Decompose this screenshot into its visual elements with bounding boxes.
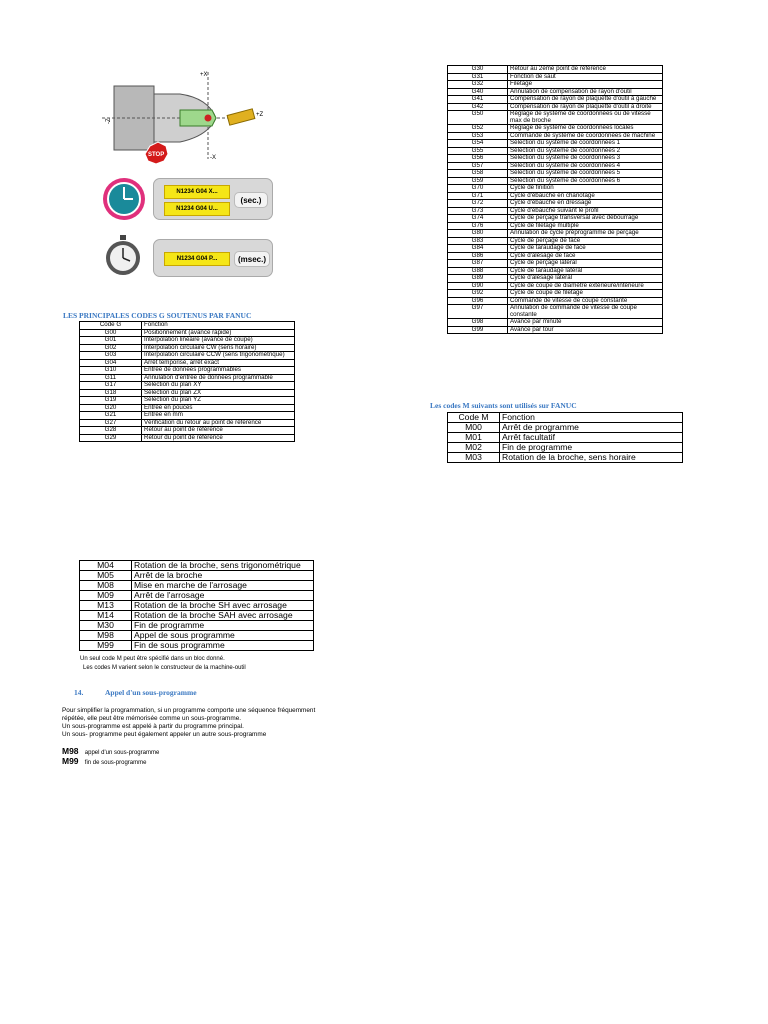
code-cell: G83 [448,237,508,245]
function-cell: Cycle de perçage de face [508,237,663,245]
table-row [448,319,663,327]
function-cell: Interpolation circulaire CW (sens horaire) [142,344,295,352]
code-cell: G30 [448,66,508,74]
function-cell: Commande de vitesse de coupe constante [508,297,663,305]
table-header-row [80,322,295,330]
code-cell: G27 [80,419,142,427]
function-cell: Compensation de rayon de plaquette d'outil à droite [508,103,663,111]
code-cell: G10 [80,367,142,375]
function-cell: Compensation de rayon de plaquette d'outil à gauche [508,96,663,104]
code-cell: G58 [448,170,508,178]
axis-mx-label: -X [210,155,216,161]
code-cell: G31 [448,73,508,81]
code-cell: M08 [80,581,132,591]
paragraph-line-3: Un sous-programme est appelé à partir du programme principal. [62,723,244,730]
function-cell: Fonction de saut [508,73,663,81]
code-cell: G86 [448,252,508,260]
code-cell: G99 [448,326,508,334]
table-row [80,382,295,390]
function-cell: Cycle d'alésage latéral [508,275,663,283]
table-row [80,412,295,420]
axis-pz-label: +Z [256,112,264,118]
code-cell: G89 [448,275,508,283]
code-cell: M04 [80,561,132,571]
m-codes-heading: Les codes M suivants sont utilisés sur FANUC [430,401,577,410]
paragraph-line-1: Pour simplifier la programmation, si un programme comporte une séquence fréquemment [62,707,316,714]
header-code: Code G [80,322,142,330]
axis-px-label: +X [200,72,208,78]
code-box-p: N1234 G04 P... [164,252,230,266]
section-title: Appel d'un sous-programme [105,688,197,697]
function-cell: Sélection du système de coordonnées 4 [508,162,663,170]
table-row [448,81,663,89]
paragraph-line-4: Un sous- programme peut également appeler un autre sous-programme [62,731,267,738]
m98-code: M98 [62,746,79,756]
code-cell: G96 [448,297,508,305]
function-cell: Sélection du système de coordonnées 1 [508,140,663,148]
function-cell: Fin de sous programme [132,641,314,651]
function-cell: Avance par minute [508,319,663,327]
code-cell: G02 [80,344,142,352]
code-cell: G92 [448,290,508,298]
g-codes-table-left [79,321,295,442]
table-row [80,631,314,641]
code-cell: G53 [448,132,508,140]
code-cell: G74 [448,215,508,223]
code-cell: G40 [448,88,508,96]
function-cell: Mise en marche de l'arrosage [132,581,314,591]
code-cell: G72 [448,200,508,208]
table-row [80,601,314,611]
function-cell: Annulation de cycle préprogramme de perçage [508,230,663,238]
table-row [448,326,663,334]
code-cell: G52 [448,125,508,133]
code-cell: G19 [80,397,142,405]
table-header-row [448,413,683,423]
code-cell: M14 [80,611,132,621]
function-cell: Commande de système de coordonnées de machine [508,132,663,140]
code-cell: G59 [448,177,508,185]
code-cell: M13 [80,601,132,611]
table-row [448,96,663,104]
table-row [80,621,314,631]
function-cell: Rotation de la broche SH avec arrosage [132,601,314,611]
table-row [448,200,663,208]
function-cell: Rotation de la broche, sens horaire [500,453,683,463]
table-row [448,290,663,298]
table-row [448,443,683,453]
axis-mz-label: -Z [106,118,112,124]
function-cell: Cycle de taraudage latéral [508,267,663,275]
code-cell: G54 [448,140,508,148]
table-row [448,453,683,463]
function-cell: Cycle d'ébauche en chariotage [508,192,663,200]
function-cell: Appel de sous programme [132,631,314,641]
table-row [448,305,663,319]
table-row [80,352,295,360]
table-row [448,275,663,283]
code-box-x: N1234 G04 X... [164,185,230,199]
function-cell: Annulation de compensation de rayon d'outil [508,88,663,96]
table-row [448,230,663,238]
g-codes-table-right [447,65,663,334]
function-cell: Sélection du système de coordonnées 3 [508,155,663,163]
code-cell: G73 [448,207,508,215]
function-cell: Cycle de finition [508,185,663,193]
code-cell: G03 [80,352,142,360]
section-paragraph [62,707,362,739]
function-cell: Filetage [508,81,663,89]
function-cell: Retour au point de référence [142,427,295,435]
function-cell: Annulation de commande de vitesse de coupe constante [508,305,663,319]
function-cell: Cycle d'ébauche en dressage [508,200,663,208]
code-cell: M01 [448,433,500,443]
function-cell: Rotation de la broche SAH avec arrosage [132,611,314,621]
dwell-seconds-panel [153,178,273,220]
function-cell: Cycle de filetage multiple [508,222,663,230]
paragraph-line-2: répétée, elle peut être mémorisée comme un sous-programme. [62,715,242,722]
function-cell: Cycle d'alésage de face [508,252,663,260]
table-row [448,125,663,133]
code-cell: G71 [448,192,508,200]
code-cell: G84 [448,245,508,253]
function-cell: Interpolation linéaire (avance de coupe) [142,337,295,345]
code-cell: M98 [80,631,132,641]
note-single-m-code: Un seul code M peut être spécifié dans un bloc donné. [80,656,225,662]
code-cell: G56 [448,155,508,163]
table-row [448,260,663,268]
table-row [448,66,663,74]
code-cell: G32 [448,81,508,89]
code-cell: G90 [448,282,508,290]
function-cell: Fin de programme [132,621,314,631]
table-row [80,427,295,435]
header-code: Code M [448,413,500,423]
code-cell: G80 [448,230,508,238]
code-cell: G17 [80,382,142,390]
code-cell: M02 [448,443,500,453]
m98-line [62,746,159,756]
function-cell: Sélection du système de coordonnées 5 [508,170,663,178]
code-cell: G88 [448,267,508,275]
code-cell: G28 [80,427,142,435]
clock-icon [102,177,146,221]
m98-description: appel d'un sous-programme [84,750,160,756]
function-cell: Cycle de perçage transversal avec débourrage [508,215,663,223]
table-row [448,423,683,433]
code-cell: M03 [448,453,500,463]
table-row [80,571,314,581]
function-cell: Arrêt de l'arrosage [132,591,314,601]
table-row [80,397,295,405]
code-cell: G55 [448,147,508,155]
code-cell: G57 [448,162,508,170]
table-row [448,245,663,253]
function-cell: Vérification du retour au point de référence [142,419,295,427]
unit-msec: (msec.) [234,251,270,267]
section-number: 14. [74,688,84,697]
function-cell: Sélection du plan ZX [142,389,295,397]
lathe-diagram [100,64,280,174]
code-cell: G70 [448,185,508,193]
code-cell: M05 [80,571,132,581]
code-box-u: N1234 G04 U... [164,202,230,216]
lathe-illustration [100,64,280,174]
function-cell: Réglage de système de coordonnées ou de vitesse max de broche [508,111,663,125]
dwell-msec-panel [153,239,273,277]
function-cell: Sélection du plan YZ [142,397,295,405]
header-function: Fonction [142,322,295,330]
code-cell: G00 [80,329,142,337]
code-cell: G21 [80,412,142,420]
function-cell: Sélection du plan XY [142,382,295,390]
table-row [448,140,663,148]
g-codes-heading: LES PRINCIPALES CODES G SOUTENUS PAR FANUC [63,311,252,320]
m99-description: fin de sous-programme [84,760,147,766]
code-cell: G20 [80,404,142,412]
m99-line [62,756,146,766]
function-cell: Cycle d'ébauche suivant le profil [508,207,663,215]
function-cell: Annulation d'entrée de données programmable [142,374,295,382]
m99-code: M99 [62,756,79,766]
table-row [448,155,663,163]
header-function: Fonction [500,413,683,423]
code-cell: G97 [448,305,508,319]
stopwatch-icon [103,234,143,276]
m-codes-table-left [79,560,314,651]
function-cell: Arrêt de la broche [132,571,314,581]
function-cell: Avance par tour [508,326,663,334]
table-row [448,170,663,178]
stop-label: STOP [148,152,165,158]
function-cell: Retour du point de référence [142,434,295,442]
code-cell: G50 [448,111,508,125]
table-row [448,111,663,125]
table-row [448,215,663,223]
table-row [80,591,314,601]
function-cell: Positionnement (avance rapide) [142,329,295,337]
code-cell: G11 [80,374,142,382]
code-cell: M30 [80,621,132,631]
function-cell: Rotation de la broche, sens trigonométrique [132,561,314,571]
function-cell: Retour au 2ème point de référence [508,66,663,74]
function-cell: Arrêt de programme [500,423,683,433]
code-cell: M99 [80,641,132,651]
table-row [80,581,314,591]
function-cell: Arrêt facultatif [500,433,683,443]
function-cell: Sélection du système de coordonnées 6 [508,177,663,185]
function-cell: Cycle de coupe de diamètre extérieure/intérieure [508,282,663,290]
function-cell: Cycle de taraudage de face [508,245,663,253]
code-cell: G29 [80,434,142,442]
code-cell: G76 [448,222,508,230]
table-row [80,337,295,345]
table-row [80,561,314,571]
table-row [80,434,295,442]
code-cell: G04 [80,359,142,367]
table-row [448,433,683,443]
function-cell: Sélection du système de coordonnées 2 [508,147,663,155]
function-cell: Cycle de coupe de filetage [508,290,663,298]
code-cell: G87 [448,260,508,268]
function-cell: Cycle de perçage latéral [508,260,663,268]
table-row [80,641,314,651]
function-cell: Fin de programme [500,443,683,453]
code-cell: G98 [448,319,508,327]
m-codes-table-right [447,412,683,463]
function-cell: Arrêt temporisé, arrêt exact [142,359,295,367]
table-row [80,611,314,621]
function-cell: Réglage de système de coordonnées locales [508,125,663,133]
function-cell: Entrée en mm [142,412,295,420]
function-cell: Entrée en pouces [142,404,295,412]
function-cell: Entrée de données programmables [142,367,295,375]
unit-seconds: (sec.) [234,192,268,208]
code-cell: M09 [80,591,132,601]
code-cell: M00 [448,423,500,433]
code-cell: G41 [448,96,508,104]
code-cell: G42 [448,103,508,111]
table-row [80,367,295,375]
code-cell: G01 [80,337,142,345]
table-row [448,185,663,193]
function-cell: Interpolation circulaire CCW (sens trigonométrique) [142,352,295,360]
code-cell: G18 [80,389,142,397]
note-m-codes-vary: Les codes M varient selon le constructeur de la machine-outil [83,665,246,671]
